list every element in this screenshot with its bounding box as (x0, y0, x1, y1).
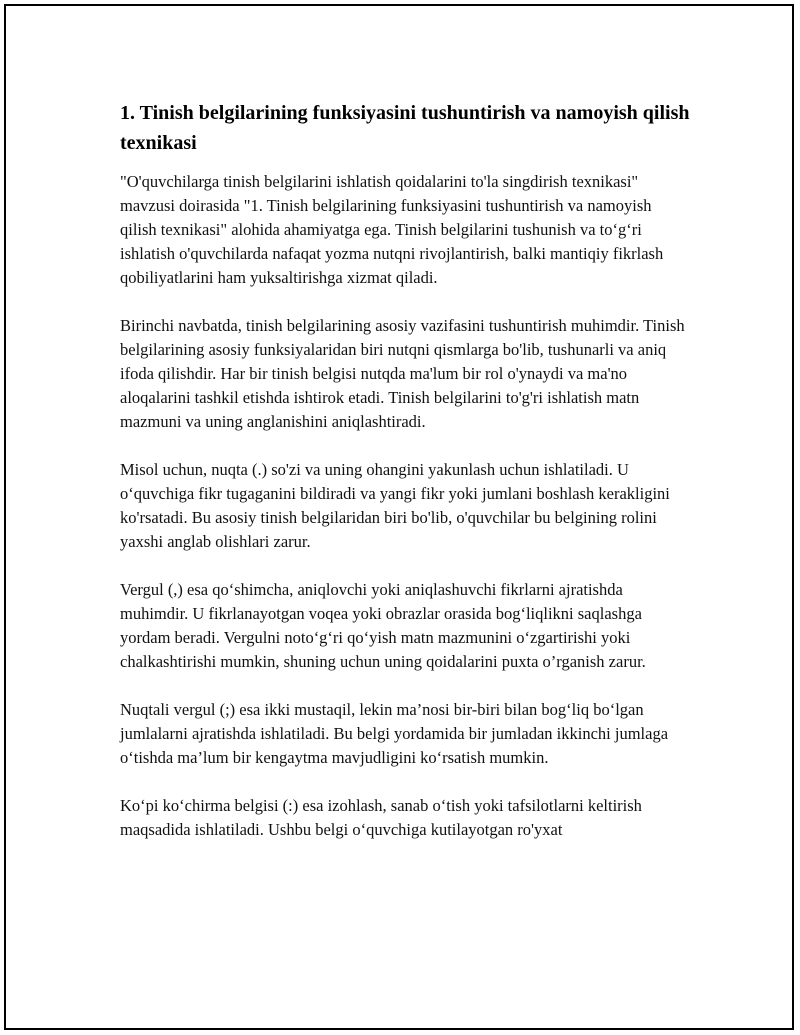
paragraph-period: Misol uchun, nuqta (.) so'zi va uning ohangini yakunlash uchun ishlatiladi. U o‘quvchiga fikr tugaganini bildiradi va yangi fikr yoki jumlani boshlash kerakligini ko'rsatadi. Bu asosiy tinish belgilaridan biri bo'lib, o'quvchilar bu belgining rolini yaxshi anglab olishlari zarur. (120, 460, 670, 551)
page-frame (4, 4, 794, 1030)
paragraph-semicolon: Nuqtali vergul (;) esa ikki mustaqil, lekin ma’nosi bir-biri bilan bog‘liq bo‘lgan jumlalarni ajratishda ishlatiladi. Bu belgi yordamida bir jumladan ikkinchi jumlaga o‘tishda ma’lum bir kengaytma mavjudligini ko‘rsatish mumkin. (120, 700, 669, 767)
paragraph-comma: Vergul (,) esa qo‘shimcha, aniqlovchi yoki aniqlashuvchi fikrlarni ajratishda muhimdir. U fikrlanayotgan voqea yoki obrazlar orasida bog‘liqlikni saqlashga yordam beradi. Vergulni noto‘g‘ri qo‘yish matn mazmunini o‘zgartirishi yoki chalkashtirishi mumkin, shuning uchun uning qoidalarini puxta o’rganish zarur. (120, 580, 646, 671)
paragraph-colon: Ko‘pi ko‘chirma belgisi (:) esa izohlash, sanab o‘tish yoki tafsilotlarni keltirish maqsadida ishlatiladi. Ushbu belgi o‘quvchiga kutilayotgan ro'yxat (120, 796, 642, 839)
paragraph-intro: "O'quvchilarga tinish belgilarini ishlatish qoidalarini to'la singdirish texnikasi" mavzusi doirasida "1. Tinish belgilarining funksiyasini tushuntirish va namoyish qilish texnikasi" alohida ahamiyatga ega. Tinish belgilarini tushunish va to‘g‘ri ishlatish o'quvchilarda nafaqat yozma nutqni rivojlantirish, balki mantiqiy fikrlash qobiliyatlarini ham yuksaltirishga xizmat qiladi. (120, 172, 664, 287)
document-body (120, 98, 692, 866)
paragraph-main-function: Birinchi navbatda, tinish belgilarining asosiy vazifasini tushuntirish muhimdir. Tinish belgilarining asosiy funksiyalaridan biri nutqni qismlarga bo'lib, tushunarli va aniq ifoda qilishdir. Har bir tinish belgisi nutqda ma'lum bir rol o'ynaydi va ma'no aloqalarini tashkil etishda ishtirok etadi. Tinish belgilarini to'g'ri ishlatish matn mazmuni va uning anglanishini aniqlashtiradi. (120, 316, 685, 431)
section-heading: 1. Tinish belgilarining funksiyasini tushuntirish va namoyish qilish texnikasi (120, 102, 690, 154)
